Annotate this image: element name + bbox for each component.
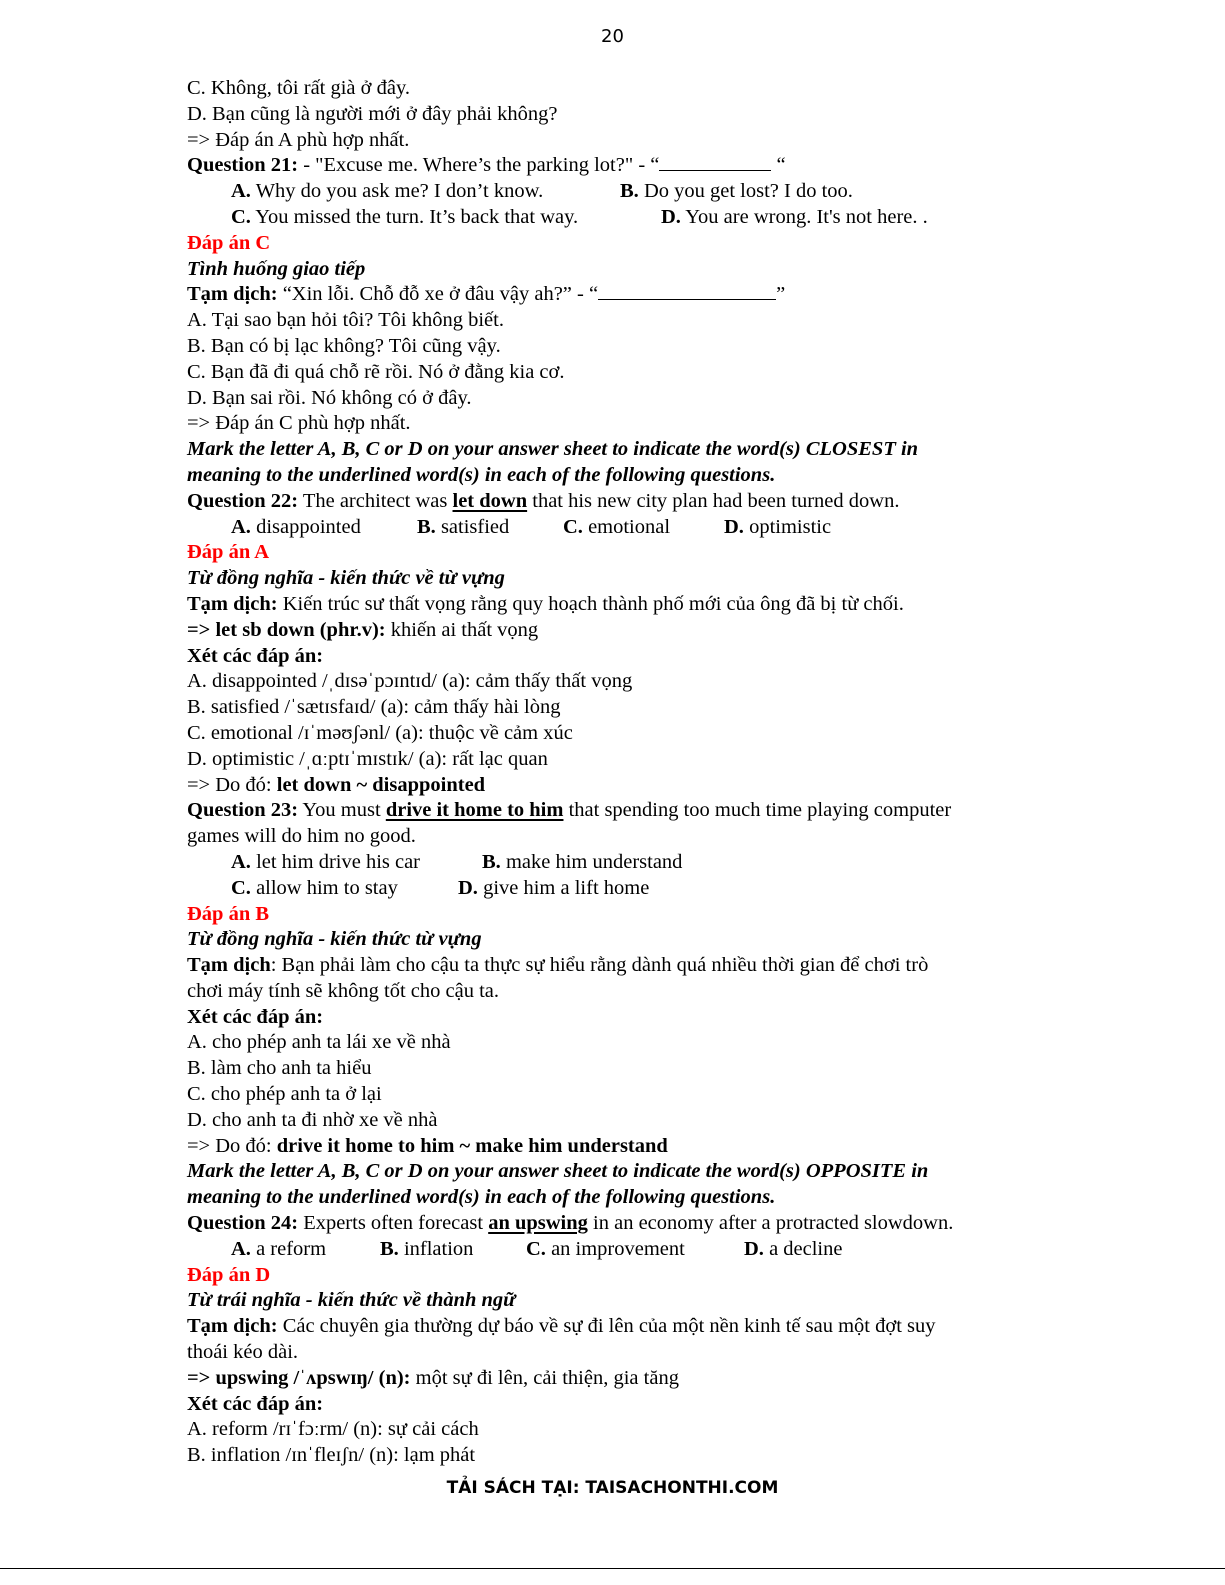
answer-key: Đáp án A	[187, 541, 270, 564]
option-label: A.	[231, 850, 251, 873]
translation-text: “Xin lỗi. Chỗ đỗ xe ở đâu vậy ah?” - “	[277, 283, 599, 306]
phrase-term: => upswing /ˈʌpswɪŋ/ (n):	[187, 1366, 411, 1389]
review-heading: Xét các đáp án:	[187, 1005, 324, 1028]
answer-line: => Đáp án A phù hợp nhất.	[187, 128, 410, 151]
instruction: Mark the letter A, B, C or D on your answer sheet to indicate the word(s) CLOSEST in	[187, 438, 919, 461]
translation-label: Tạm dịch:	[187, 283, 278, 306]
footer-download-link: TẢI SÁCH TẠI: TAISACHONTHI.COM	[446, 1478, 779, 1498]
answer-blank	[598, 283, 776, 300]
option-b	[380, 1237, 526, 1263]
translation	[187, 592, 1047, 618]
question-text: - "Excuse me. Where’s the parking lot?" - “	[298, 154, 660, 177]
page-number: 20	[601, 26, 624, 47]
option-label: D.	[744, 1237, 764, 1260]
option-d	[661, 205, 928, 231]
answer-blank	[659, 154, 771, 171]
review-option: D. cho anh ta đi nhờ xe về nhà	[187, 1108, 438, 1131]
option-label: D.	[724, 515, 744, 538]
option-c	[526, 1237, 744, 1263]
quote-mark: ”	[776, 283, 786, 306]
translation-label: Tạm dịch:	[187, 1315, 278, 1338]
review-option: B. satisfied /ˈsætɪsfaɪd/ (a): cảm thấy hài lòng	[187, 696, 561, 719]
option-c	[231, 876, 458, 902]
option-label: D.	[458, 876, 478, 899]
bottom-divider	[0, 1568, 1225, 1569]
review-heading: Xét các đáp án:	[187, 1392, 324, 1415]
underlined-phrase: let down	[452, 489, 528, 512]
instruction: meaning to the underlined word(s) in each of the following questions.	[187, 1186, 776, 1209]
option-label: B.	[380, 1237, 399, 1260]
translation-continued: chơi máy tính sẽ không tốt cho cậu ta.	[187, 979, 500, 1002]
option-text: let him drive his car	[250, 850, 421, 873]
question-text: You must	[298, 799, 386, 822]
option-text: optimistic	[743, 515, 832, 538]
conclusion: => Đáp án C phù hợp nhất.	[187, 412, 411, 435]
option-label: C.	[563, 515, 583, 538]
review-option: D. optimistic /ˌɑːptɪˈmɪstɪk/ (a): rất lạc quan	[187, 747, 548, 770]
review-option: C. emotional /ɪˈməʊʃənl/ (a): thuộc về cảm xúc	[187, 721, 573, 744]
translation-text: Kiến trúc sư thất vọng rằng quy hoạch thành phố mới của ông đã bị từ chối.	[277, 592, 904, 615]
translation-continued: thoái kéo dài.	[187, 1341, 299, 1364]
option-text: a decline	[763, 1237, 843, 1260]
phrase-meaning: khiến ai thất vọng	[385, 618, 539, 641]
option-c	[563, 515, 724, 541]
option-b	[620, 179, 853, 205]
translation-option: C. Bạn đã đi quá chỗ rẽ rồi. Nó ở đằng kia cơ.	[187, 360, 565, 383]
option-a	[231, 1237, 380, 1263]
translation-option: D. Bạn sai rồi. Nó không có ở đây.	[187, 386, 472, 409]
conclusion	[187, 1134, 1047, 1160]
option-label: A.	[231, 1237, 251, 1260]
option-text: make him understand	[500, 850, 683, 873]
option-label: C.	[526, 1237, 546, 1260]
option-text: disappointed	[250, 515, 361, 538]
option-label: C.	[231, 876, 251, 899]
option-text: Why do you ask me? I don’t know.	[250, 180, 544, 203]
option-label: C.	[231, 205, 251, 228]
option-b	[417, 515, 563, 541]
phrase-definition	[187, 618, 1047, 644]
instruction: meaning to the underlined word(s) in each of the following questions.	[187, 463, 776, 486]
option-text: inflation	[398, 1237, 474, 1260]
options-row	[187, 205, 1047, 231]
options-row	[187, 1237, 1047, 1263]
question-text: The architect was	[298, 489, 453, 512]
question-text-continued: games will do him no good.	[187, 825, 416, 848]
conclusion-answer: drive it home to him ~ make him understand	[276, 1134, 668, 1157]
question-21	[187, 153, 1047, 179]
answer-key: Đáp án D	[187, 1263, 271, 1286]
option-label: B.	[620, 180, 639, 203]
conclusion-prefix: => Do đó:	[187, 773, 277, 796]
option-d	[724, 515, 831, 541]
option-c	[231, 205, 661, 231]
topic-heading: Từ trái nghĩa - kiến thức về thành ngữ	[187, 1289, 516, 1312]
page-content	[187, 76, 1047, 1469]
options-row	[187, 850, 1047, 876]
option-a	[231, 179, 620, 205]
translation-option: B. Bạn có bị lạc không? Tôi cũng vậy.	[187, 334, 501, 357]
option-text: You missed the turn. It’s back that way.	[250, 205, 579, 228]
answer-line: C. Không, tôi rất già ở đây.	[187, 77, 411, 99]
review-heading: Xét các đáp án:	[187, 644, 324, 667]
option-text: Do you get lost? I do too.	[638, 180, 853, 203]
instruction: Mark the letter A, B, C or D on your answer sheet to indicate the word(s) OPPOSITE in	[187, 1160, 929, 1183]
answer-key: Đáp án B	[187, 902, 270, 925]
translation-text: : Bạn phải làm cho cậu ta thực sự hiểu rằng dành quá nhiều thời gian để chơi trò	[270, 954, 929, 977]
answer-key: Đáp án C	[187, 231, 271, 254]
translation-text: Các chuyên gia thường dự báo về sự đi lên của một nền kinh tế sau một đợt suy	[277, 1315, 936, 1338]
option-text: allow him to stay	[250, 876, 398, 899]
options-row	[187, 876, 1047, 902]
option-a	[231, 515, 417, 541]
question-label: Question 21:	[187, 154, 299, 177]
conclusion-answer: let down ~ disappointed	[276, 773, 486, 796]
option-label: A.	[231, 515, 251, 538]
question-label: Question 23:	[187, 799, 299, 822]
conclusion-prefix: => Do đó:	[187, 1134, 277, 1157]
option-text: emotional	[582, 515, 671, 538]
review-option: A. disappointed /ˌdɪsəˈpɔɪntɪd/ (a): cảm thấy thất vọng	[187, 670, 633, 693]
option-label: B.	[482, 850, 501, 873]
option-text: You are wrong. It's not here. .	[680, 205, 928, 228]
option-text: a reform	[250, 1237, 327, 1260]
option-d	[744, 1237, 842, 1263]
question-22	[187, 489, 1047, 515]
option-b	[482, 850, 682, 876]
option-label: A.	[231, 180, 251, 203]
topic-heading: Từ đồng nghĩa - kiến thức về từ vựng	[187, 567, 505, 590]
topic-heading: Từ đồng nghĩa - kiến thức từ vựng	[187, 928, 482, 951]
question-label: Question 22:	[187, 489, 299, 512]
question-label: Question 24:	[187, 1212, 299, 1235]
translation	[187, 953, 1047, 979]
underlined-phrase: an upswing	[488, 1212, 588, 1235]
question-text: in an economy after a protracted slowdown.	[587, 1212, 954, 1235]
quote-mark: “	[771, 154, 786, 177]
option-label: B.	[417, 515, 436, 538]
review-option: A. cho phép anh ta lái xe về nhà	[187, 1031, 451, 1054]
review-option: C. cho phép anh ta ở lại	[187, 1083, 382, 1106]
option-label: D.	[661, 205, 681, 228]
underlined-phrase: drive it home to him	[385, 799, 564, 822]
phrase-definition	[187, 1366, 1047, 1392]
answer-line: D. Bạn cũng là người mới ở đây phải không?	[187, 102, 558, 125]
translation-label: Tạm dịch	[187, 954, 271, 977]
question-text: that spending too much time playing computer	[563, 799, 952, 822]
translation	[187, 1314, 1047, 1340]
review-option: B. inflation /ɪnˈfleɪʃn/ (n): lạm phát	[187, 1444, 476, 1467]
question-text: that his new city plan had been turned down.	[527, 489, 900, 512]
option-a	[231, 850, 482, 876]
translation-label: Tạm dịch:	[187, 592, 278, 615]
option-text: give him a lift home	[477, 876, 650, 899]
question-text: Experts often forecast	[298, 1212, 489, 1235]
options-row	[187, 515, 1047, 541]
translation	[187, 282, 1047, 308]
option-d	[458, 876, 649, 902]
question-23	[187, 798, 1047, 824]
review-option: B. làm cho anh ta hiểu	[187, 1057, 372, 1080]
topic-heading: Tình huống giao tiếp	[187, 257, 366, 280]
options-row	[187, 179, 1047, 205]
conclusion	[187, 773, 1047, 799]
phrase-term: => let sb down (phr.v):	[187, 618, 386, 641]
phrase-meaning: một sự đi lên, cải thiện, gia tăng	[410, 1366, 679, 1389]
option-text: satisfied	[435, 515, 510, 538]
translation-option: A. Tại sao bạn hỏi tôi? Tôi không biết.	[187, 309, 504, 332]
question-24	[187, 1211, 1047, 1237]
review-option: A. reform /rɪˈfɔːrm/ (n): sự cải cách	[187, 1418, 479, 1441]
option-text: an improvement	[545, 1237, 685, 1260]
